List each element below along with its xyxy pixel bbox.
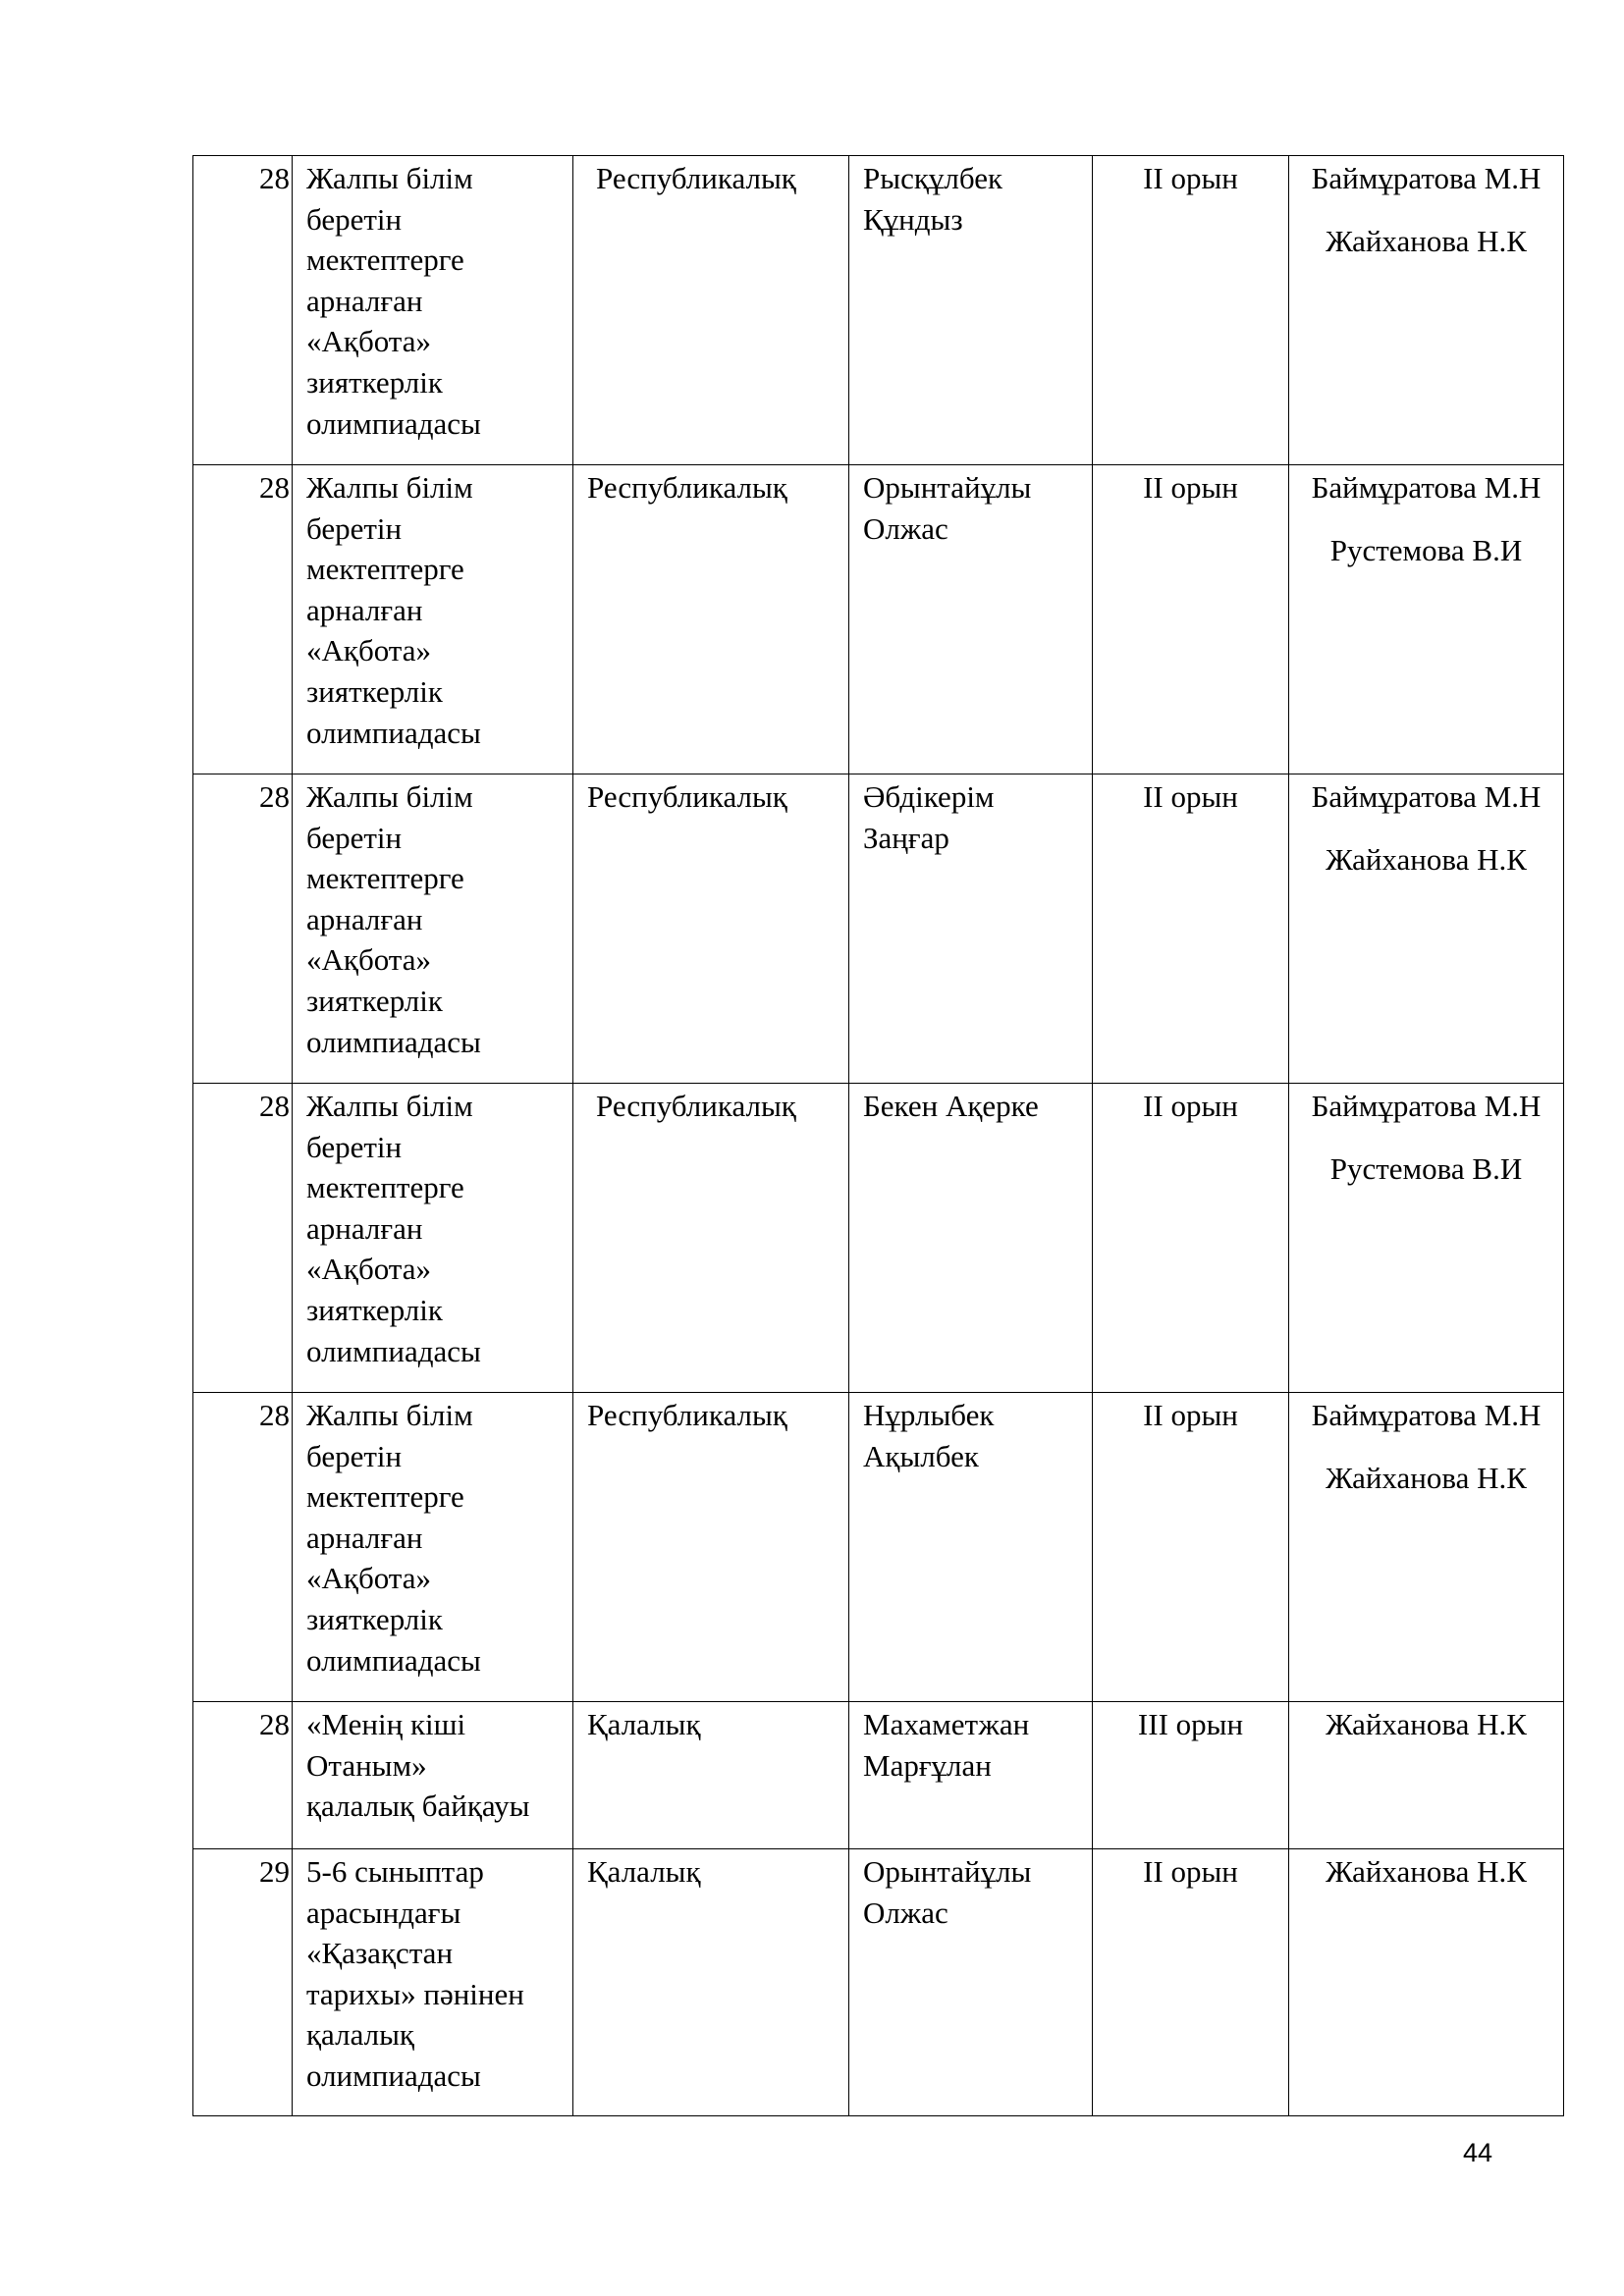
student-line: Орынтайұлы (863, 1854, 1032, 1889)
event-line: арналған (306, 592, 423, 627)
event-line: олимпиадасы (306, 1024, 481, 1059)
student-cell (849, 774, 1093, 1084)
level-cell: Республикалық (573, 774, 849, 1084)
row-number-cell: 28 (193, 1702, 293, 1849)
level-cell: Республикалық (573, 1393, 849, 1702)
level-cell: Қалалық (573, 1702, 849, 1849)
event-line: беретін (306, 510, 403, 546)
event-line: мектептерге (306, 1170, 464, 1205)
student-cell (849, 1702, 1093, 1849)
event-line: беретін (306, 820, 403, 855)
event-line: беретін (306, 201, 403, 237)
student-line: Олжас (863, 510, 948, 546)
teacher-cell (1289, 1702, 1564, 1849)
table-row (193, 774, 1564, 1084)
student-line: Заңғар (863, 820, 949, 855)
event-cell (293, 1393, 573, 1702)
teacher-name: Жайханова Н.К (1326, 223, 1527, 258)
event-line: арналған (306, 283, 423, 318)
student-line: Марғұлан (863, 1747, 992, 1783)
student-line: Бекен Ақерке (863, 1089, 1039, 1123)
event-cell (293, 1849, 573, 2116)
row-number-cell: 28 (193, 1084, 293, 1393)
teacher-name: Баймұратова М.Н (1311, 161, 1542, 195)
row-number-cell: 28 (193, 465, 293, 774)
event-line: «Ақбота» (306, 633, 431, 668)
event-line: «Ақбота» (306, 942, 431, 978)
event-line: «Ақбота» (306, 324, 431, 359)
place-cell: II орын (1093, 465, 1289, 774)
level-cell: Республикалық (573, 156, 849, 465)
student-cell (849, 1393, 1093, 1702)
event-line: «Ақбота» (306, 1561, 431, 1596)
event-line: мектептерге (306, 861, 464, 896)
student-line: Ақылбек (863, 1438, 979, 1473)
event-line: мектептерге (306, 1479, 464, 1515)
event-cell (293, 156, 573, 465)
event-line: олимпиадасы (306, 1642, 481, 1678)
event-line: Жалпы білім (306, 470, 473, 505)
teacher-cell (1289, 1393, 1564, 1702)
results-table (192, 155, 1564, 2116)
teacher-name: Жайханова Н.К (1326, 1460, 1527, 1495)
teacher-name: Рустемова В.И (1329, 532, 1523, 567)
event-line: Отаным» (306, 1747, 427, 1783)
event-line: олимпиадасы (306, 715, 481, 750)
table-row (193, 1702, 1564, 1849)
student-line: Әбдікерім (863, 779, 995, 814)
student-line: Олжас (863, 1895, 948, 1930)
event-line: Жалпы білім (306, 779, 473, 814)
event-line: олимпиадасы (306, 405, 481, 441)
place-cell: II орын (1093, 1393, 1289, 1702)
event-line: «Ақбота» (306, 1252, 431, 1287)
event-line: зияткерлік (306, 1292, 443, 1327)
student-cell (849, 465, 1093, 774)
event-line: арасындағы (306, 1895, 461, 1930)
teacher-cell (1289, 156, 1564, 465)
table-row (193, 1084, 1564, 1393)
table-row (193, 1393, 1564, 1702)
student-line: Құндыз (863, 201, 963, 237)
student-cell (849, 156, 1093, 465)
row-number-cell: 29 (193, 1849, 293, 2116)
event-line: беретін (306, 1438, 403, 1473)
teacher-name: Баймұратова М.Н (1311, 1398, 1542, 1432)
row-number-cell: 28 (193, 1393, 293, 1702)
event-line: беретін (306, 1129, 403, 1164)
teacher-name: Жайханова Н.К (1326, 841, 1527, 877)
row-number-cell: 28 (193, 774, 293, 1084)
event-line: мектептерге (306, 552, 464, 587)
event-line: «Менің кіші (306, 1707, 466, 1741)
event-line: Жалпы білім (306, 1398, 473, 1432)
event-line: зияткерлік (306, 673, 443, 709)
event-line: олимпиадасы (306, 1333, 481, 1368)
event-line: тарихы» пәнінен (306, 1976, 524, 2011)
level-cell: Қалалық (573, 1849, 849, 2116)
student-line: Нұрлыбек (863, 1398, 995, 1432)
row-number-cell: 28 (193, 156, 293, 465)
table-row (193, 1849, 1564, 2116)
place-cell: II орын (1093, 1849, 1289, 2116)
event-line: арналған (306, 1210, 423, 1246)
event-line: зияткерлік (306, 983, 443, 1018)
place-cell: III орын (1093, 1702, 1289, 1849)
event-line: арналған (306, 1520, 423, 1555)
event-line: «Қазақстан (306, 1936, 454, 1971)
place-cell: II орын (1093, 774, 1289, 1084)
teacher-name: Баймұратова М.Н (1311, 779, 1542, 814)
student-cell (849, 1084, 1093, 1393)
student-line: Рысқұлбек (863, 161, 1003, 195)
event-line: қалалық байқауы (306, 1789, 530, 1824)
teacher-name: Баймұратова М.Н (1311, 1089, 1542, 1123)
event-line: олимпиадасы (306, 2057, 481, 2093)
event-cell (293, 774, 573, 1084)
place-cell: II орын (1093, 1084, 1289, 1393)
event-line: зияткерлік (306, 1601, 443, 1636)
teacher-cell (1289, 1849, 1564, 2116)
teacher-name: Баймұратова М.Н (1311, 470, 1542, 505)
teacher-name: Жайханова Н.К (1326, 1707, 1527, 1741)
event-line: зияткерлік (306, 364, 443, 400)
event-cell (293, 1702, 573, 1849)
event-line: Жалпы білім (306, 161, 473, 195)
table-row (193, 156, 1564, 465)
event-cell (293, 1084, 573, 1393)
place-cell: II орын (1093, 156, 1289, 465)
event-cell (293, 465, 573, 774)
teacher-cell (1289, 465, 1564, 774)
event-line: қалалық (306, 2017, 414, 2053)
student-line: Орынтайұлы (863, 470, 1032, 505)
event-line: арналған (306, 901, 423, 936)
teacher-name: Жайханова Н.К (1326, 1854, 1527, 1889)
table-row (193, 465, 1564, 774)
student-line: Махаметжан (863, 1707, 1030, 1741)
event-line: 5-6 сыныптар (306, 1854, 484, 1889)
student-cell (849, 1849, 1093, 2116)
event-line: Жалпы білім (306, 1089, 473, 1123)
page-number: 44 (1463, 2138, 1493, 2167)
teacher-cell (1289, 1084, 1564, 1393)
teacher-cell (1289, 774, 1564, 1084)
event-line: мектептерге (306, 242, 464, 278)
teacher-name: Рустемова В.И (1329, 1150, 1523, 1186)
level-cell: Республикалық (573, 1084, 849, 1393)
level-cell: Республикалық (573, 465, 849, 774)
